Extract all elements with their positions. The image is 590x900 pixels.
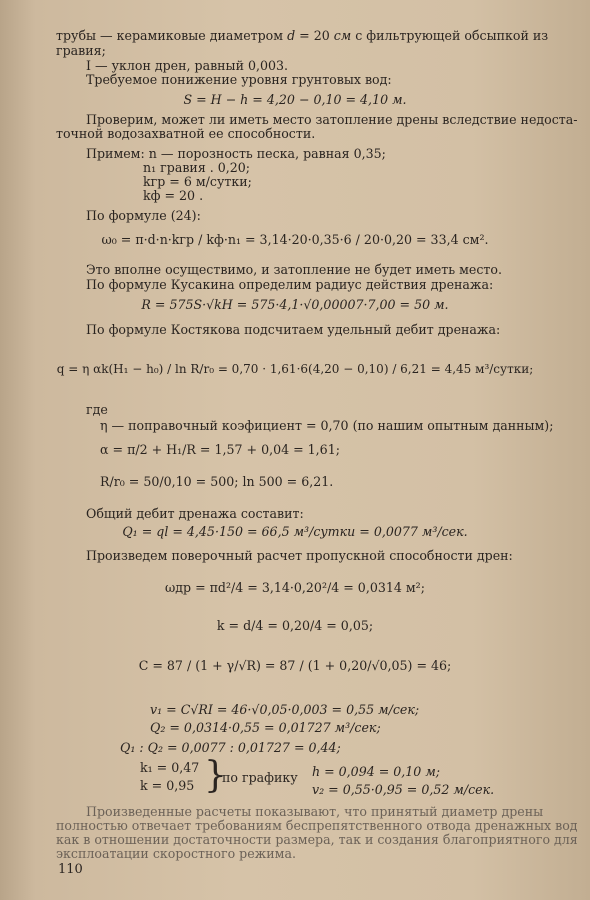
- text-line: kгр = 6 м/сутки;: [143, 174, 252, 189]
- text-line: эксплоатации скоростного режима.: [56, 846, 296, 861]
- text-line: Требуемое понижение уровня грунтовых вод:: [86, 72, 392, 87]
- text-line: I — уклон дрен, равный 0,003.: [86, 58, 289, 73]
- text-line: По формуле Кусакина определим радиус действия дренажа:: [86, 277, 494, 292]
- formula-omega-dr: ωдр = πd²/4 = 3,14·0,20²/4 = 0,0314 м²;: [165, 580, 425, 595]
- text-line: Проверим, может ли иметь место затопление дрены вследствие недоста-: [86, 112, 578, 127]
- text-line: полностью отвечает требованиям беспрепятственного отвода дренажных вод: [56, 818, 578, 833]
- formula-k: k = d/4 = 0,20/4 = 0,05;: [216, 618, 374, 633]
- graph-v2: v₂ = 0,55·0,95 = 0,52 м/сек.: [312, 782, 495, 797]
- text-line: По формуле (24):: [86, 208, 201, 223]
- text-line: kф = 20 .: [143, 188, 204, 203]
- formula-ratio-q: Q₁ : Q₂ = 0,0077 : 0,01727 = 0,44;: [120, 740, 341, 755]
- formula-v1: v₁ = C√RI = 46·√0,05·0,003 = 0,55 м/сек;: [150, 702, 420, 717]
- formula-omega0: ω₀ = π·d·n·kгр / kф·n₁ = 3,14·20·0,35·6 / 20·0,20 = 33,4 см².: [101, 232, 489, 247]
- text-line: Произведем поверочный расчет пропускной способности дрен:: [86, 548, 513, 563]
- text-line: n₁ гравия . 0,20;: [143, 160, 251, 175]
- formula-q: q = η αk(H₁ − h₀) / ln R/r₀ = 0,70 · 1,61·6(4,20 − 0,10) / 6,21 = 4,45 м³/сутки;: [56, 362, 534, 376]
- page-number: 110: [58, 862, 83, 877]
- text-line: гравия;: [56, 43, 106, 58]
- text-line: где: [86, 402, 108, 417]
- text-line: Произведенные расчеты показывают, что принятый диаметр дрены: [86, 804, 544, 819]
- graph-k1: k₁ = 0,47: [140, 760, 200, 775]
- text-line: трубы — керамиковые диаметром d = 20 см с фильтрующей обсыпкой из: [56, 28, 549, 43]
- text-line: Это вполне осуществимо, и затопление не будет иметь место.: [86, 262, 502, 277]
- text-line: η — поправочный коэфициент = 0,70 (по нашим опытным данным);: [100, 418, 554, 433]
- text-line: Общий дебит дренажа составит:: [86, 506, 304, 521]
- formula-ratio: R/r₀ = 50/0,10 = 500; ln 500 = 6,21.: [100, 474, 334, 489]
- graph-k: k = 0,95: [140, 778, 195, 793]
- text-line: Примем: n — порозность песка, равная 0,35;: [86, 146, 386, 161]
- formula-alpha: α = π/2 + H₁/R = 1,57 + 0,04 = 1,61;: [100, 442, 340, 457]
- graph-h: h = 0,094 = 0,10 м;: [312, 764, 441, 779]
- text-line: как в отношении достаточности размера, так и создания благоприятного для: [56, 832, 578, 847]
- formula-q2: Q₂ = 0,0314·0,55 = 0,01727 м³/сек;: [150, 720, 381, 735]
- formula-r: R = 575S·√kH = 575·4,1·√0,00007·7,00 = 50 м.: [141, 297, 449, 312]
- formula-s: S = H − h = 4,20 − 0,10 = 4,10 м.: [183, 92, 407, 107]
- text-line: По формуле Костякова подсчитаем удельный дебит дренажа:: [86, 322, 501, 337]
- formula-q1: Q₁ = ql = 4,45·150 = 66,5 м³/сутки = 0,0077 м³/сек.: [122, 524, 468, 539]
- brace-icon: }: [204, 755, 227, 796]
- text-line: точной водозахватной ее способности.: [56, 126, 316, 141]
- graph-label: по графику: [222, 770, 298, 785]
- formula-c: C = 87 / (1 + γ/√R) = 87 / (1 + 0,20/√0,05) = 46;: [138, 658, 452, 673]
